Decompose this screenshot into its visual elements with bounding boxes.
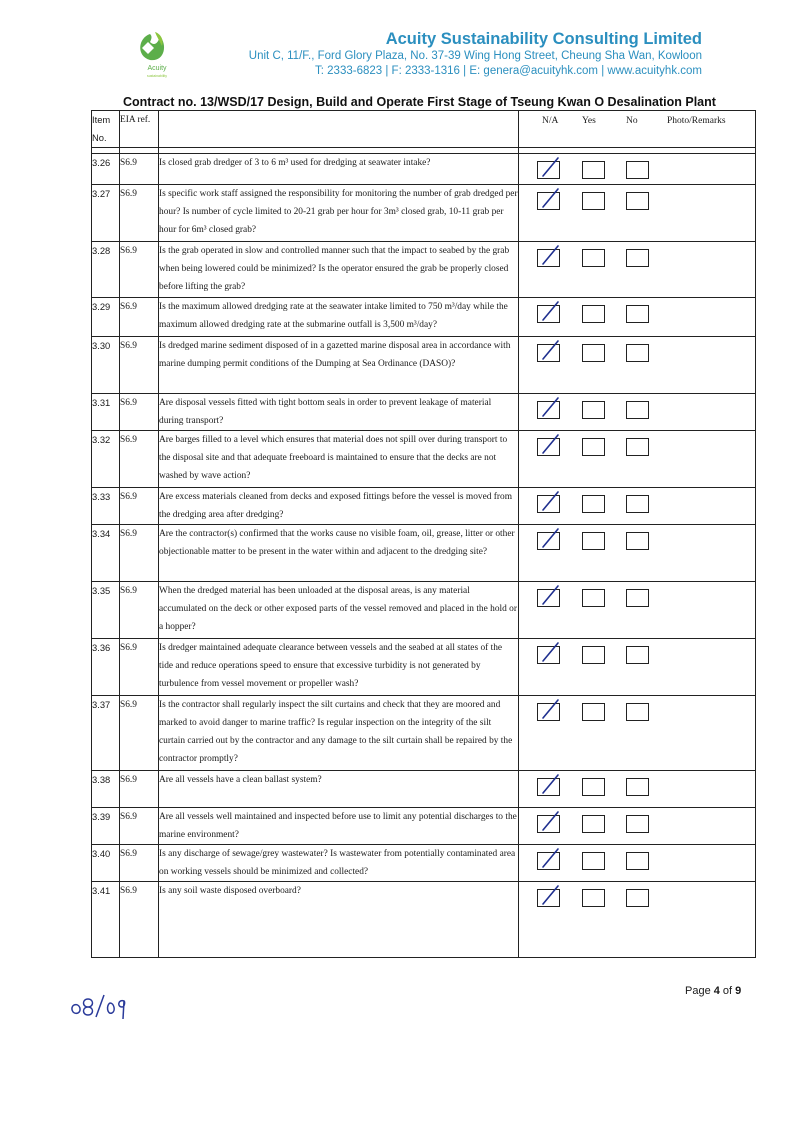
na-checkbox[interactable]	[537, 401, 560, 419]
checkmark-icon	[537, 243, 563, 269]
no-checkbox[interactable]	[626, 401, 649, 419]
item-number: 3.38	[92, 771, 120, 808]
yes-checkbox[interactable]	[582, 401, 605, 419]
question-text: Are all vessels well maintained and inspected before use to limit any potential discharges to the marine environment?	[159, 808, 519, 845]
no-checkbox[interactable]	[626, 161, 649, 179]
no-checkbox[interactable]	[626, 344, 649, 362]
answer-cell	[519, 431, 756, 488]
na-checkbox[interactable]	[537, 703, 560, 721]
no-checkbox[interactable]	[626, 889, 649, 907]
answer-cell	[519, 882, 756, 958]
yes-checkbox[interactable]	[582, 305, 605, 323]
checklist-table	[91, 110, 756, 958]
item-number: 3.41	[92, 882, 120, 958]
item-number: 3.40	[92, 845, 120, 882]
svg-text:Acuity: Acuity	[147, 65, 167, 72]
col-item-header: Item	[92, 114, 111, 125]
checkmark-icon	[537, 583, 563, 609]
table-row	[92, 185, 756, 242]
checkmark-icon	[537, 883, 563, 909]
yes-checkbox[interactable]	[582, 532, 605, 550]
question-text: Is the contractor shall regularly inspect the silt curtains and check that they are moored and marked to avoid danger to marine traffic? Is regular inspection on the integrity of the silt curtain carried out by the contractor and any damage to the silt curtain shall be repaired by the contractor promptly?	[159, 696, 519, 771]
item-number: 3.37	[92, 696, 120, 771]
yes-checkbox[interactable]	[582, 344, 605, 362]
answer-cell	[519, 808, 756, 845]
question-text: Is dredger maintained adequate clearance between vessels and the seabed at all states of the tide and reduce operations speed to ensure that excessive turbidity is not generated by turbulence from vessel movement or propeller wash?	[159, 639, 519, 696]
item-number: 3.32	[92, 431, 120, 488]
page-number: Page 4 of 9	[685, 985, 742, 997]
na-checkbox[interactable]	[537, 161, 560, 179]
na-checkbox[interactable]	[537, 532, 560, 550]
no-checkbox[interactable]	[626, 703, 649, 721]
na-checkbox[interactable]	[537, 344, 560, 362]
eia-ref: S6.9	[120, 845, 159, 882]
col-item-header-no: No.	[92, 132, 107, 143]
col-na-header: N/A	[542, 116, 559, 126]
eia-ref: S6.9	[120, 431, 159, 488]
table-row	[92, 771, 756, 808]
answer-cell	[519, 242, 756, 298]
eia-ref: S6.9	[120, 525, 159, 582]
na-checkbox[interactable]	[537, 305, 560, 323]
question-text: Are all vessels have a clean ballast system?	[159, 771, 519, 808]
checkmark-icon	[537, 186, 563, 212]
item-number: 3.34	[92, 525, 120, 582]
no-checkbox[interactable]	[626, 495, 649, 513]
answer-cell	[519, 639, 756, 696]
question-text: Is the grab operated in slow and controlled manner such that the impact to seabed by the grab when being lowered could be minimized? Is the operator ensured the grab be properly closed before lifting the grab?	[159, 242, 519, 298]
company-email: E: genera@acuityhk.com	[469, 65, 599, 77]
no-checkbox[interactable]	[626, 815, 649, 833]
checkmark-icon	[537, 697, 563, 723]
na-checkbox[interactable]	[537, 646, 560, 664]
checkmark-icon	[537, 432, 563, 458]
checkmark-icon	[537, 299, 563, 325]
col-yes-header: Yes	[582, 116, 596, 126]
na-checkbox[interactable]	[537, 852, 560, 870]
table-row	[92, 298, 756, 337]
yes-checkbox[interactable]	[582, 161, 605, 179]
eia-ref: S6.9	[120, 882, 159, 958]
no-checkbox[interactable]	[626, 438, 649, 456]
eia-ref: S6.9	[120, 298, 159, 337]
no-checkbox[interactable]	[626, 778, 649, 796]
yes-checkbox[interactable]	[582, 646, 605, 664]
company-contacts: T: 2333-6823 | F: 2333-1316 | E: genera@acuityhk.com | www.acuityhk.com	[315, 65, 702, 77]
no-checkbox[interactable]	[626, 589, 649, 607]
yes-checkbox[interactable]	[582, 495, 605, 513]
company-website: www.acuityhk.com	[607, 65, 702, 77]
answer-cell	[519, 582, 756, 639]
checkmark-icon	[537, 809, 563, 835]
eia-ref: S6.9	[120, 582, 159, 639]
answer-cell	[519, 337, 756, 394]
eia-ref: S6.9	[120, 394, 159, 431]
na-checkbox[interactable]	[537, 889, 560, 907]
eia-ref: S6.9	[120, 337, 159, 394]
col-remarks-header: Photo/Remarks	[667, 116, 726, 126]
yes-checkbox[interactable]	[582, 192, 605, 210]
eia-ref: S6.9	[120, 808, 159, 845]
na-checkbox[interactable]	[537, 438, 560, 456]
checkmark-icon	[537, 846, 563, 872]
na-checkbox[interactable]	[537, 589, 560, 607]
checkmark-icon	[537, 395, 563, 421]
table-row	[92, 845, 756, 882]
na-checkbox[interactable]	[537, 495, 560, 513]
no-checkbox[interactable]	[626, 532, 649, 550]
checkmark-icon	[537, 338, 563, 364]
table-row	[92, 582, 756, 639]
table-row	[92, 525, 756, 582]
eia-ref: S6.9	[120, 696, 159, 771]
svg-text:sustainability: sustainability	[146, 74, 168, 78]
yes-checkbox[interactable]	[582, 889, 605, 907]
checkmark-icon	[537, 772, 563, 798]
yes-checkbox[interactable]	[582, 249, 605, 267]
yes-checkbox[interactable]	[582, 778, 605, 796]
question-text: Is any discharge of sewage/grey wastewater? Is wastewater from potentially contaminated area on working vessels should be minimized and collected?	[159, 845, 519, 882]
table-row	[92, 488, 756, 525]
answer-cell	[519, 845, 756, 882]
checkmark-icon	[537, 640, 563, 666]
table-row	[92, 394, 756, 431]
answer-cell	[519, 154, 756, 185]
question-text: Is any soil waste disposed overboard?	[159, 882, 519, 958]
item-number: 3.31	[92, 394, 120, 431]
no-checkbox[interactable]	[626, 249, 649, 267]
question-text: Are barges filled to a level which ensures that material does not spill over during transport to the disposal site and that adequate freeboard is maintained to ensure that the decks are not washed by wave action?	[159, 431, 519, 488]
company-tel: T: 2333-6823	[315, 65, 383, 77]
yes-checkbox[interactable]	[582, 852, 605, 870]
table-row	[92, 882, 756, 958]
eia-ref: S6.9	[120, 154, 159, 185]
eia-ref: S6.9	[120, 488, 159, 525]
table-row	[92, 242, 756, 298]
answer-cell	[519, 298, 756, 337]
company-address: Unit C, 11/F., Ford Glory Plaza, No. 37-39 Wing Hong Street, Cheung Sha Wan, Kowloon	[248, 50, 702, 62]
col-no-header: No	[626, 116, 638, 126]
checkmark-icon	[537, 526, 563, 552]
no-checkbox[interactable]	[626, 646, 649, 664]
table-row	[92, 337, 756, 394]
question-text: Are excess materials cleaned from decks and exposed fittings before the vessel is moved from the dredging area after dredging?	[159, 488, 519, 525]
no-checkbox[interactable]	[626, 305, 649, 323]
item-number: 3.30	[92, 337, 120, 394]
eia-ref: S6.9	[120, 771, 159, 808]
table-row	[92, 431, 756, 488]
eia-ref: S6.9	[120, 639, 159, 696]
table-row	[92, 639, 756, 696]
na-checkbox[interactable]	[537, 778, 560, 796]
eia-ref: S6.9	[120, 242, 159, 298]
na-checkbox[interactable]	[537, 815, 560, 833]
answer-cell	[519, 394, 756, 431]
eia-ref: S6.9	[120, 185, 159, 242]
no-checkbox[interactable]	[626, 192, 649, 210]
yes-checkbox[interactable]	[582, 703, 605, 721]
question-text: Is dredged marine sediment disposed of in a gazetted marine disposal area in accordance with marine dumping permit conditions of the Dumping at Sea Ordinance (DASO)?	[159, 337, 519, 394]
yes-checkbox[interactable]	[582, 438, 605, 456]
table-row	[92, 808, 756, 845]
answer-cell	[519, 771, 756, 808]
yes-checkbox[interactable]	[582, 589, 605, 607]
question-text: Is specific work staff assigned the responsibility for monitoring the number of grab dredged per hour? Is number of cycle limited to 20-21 grab per hour for 3m³ closed grab, 10-11 grab per hour for 6m³ closed grab?	[159, 185, 519, 242]
company-fax: F: 2333-1316	[391, 65, 460, 77]
answer-cell	[519, 488, 756, 525]
answer-cell	[519, 525, 756, 582]
handwritten-note	[68, 985, 128, 1019]
company-name: Acuity Sustainability Consulting Limited	[385, 30, 702, 48]
item-number: 3.35	[92, 582, 120, 639]
table-row	[92, 154, 756, 185]
item-number: 3.39	[92, 808, 120, 845]
item-number: 3.28	[92, 242, 120, 298]
table-row	[92, 696, 756, 771]
item-number: 3.33	[92, 488, 120, 525]
no-checkbox[interactable]	[626, 852, 649, 870]
question-text: Are disposal vessels fitted with tight bottom seals in order to prevent leakage of material during transport?	[159, 394, 519, 431]
question-text: Is closed grab dredger of 3 to 6 m³ used for dredging at seawater intake?	[159, 154, 519, 185]
answer-cell	[519, 696, 756, 771]
question-text: When the dredged material has been unloaded at the disposal areas, is any material accumulated on the deck or other exposed parts of the vessel removed and placed in the hold or a hopper?	[159, 582, 519, 639]
question-text: Is the maximum allowed dredging rate at the seawater intake limited to 750 m³/day while the maximum allowed dredging rate at the submarine outfall is 3,500 m³/day?	[159, 298, 519, 337]
item-number: 3.29	[92, 298, 120, 337]
na-checkbox[interactable]	[537, 249, 560, 267]
table-header-row	[92, 111, 756, 148]
yes-checkbox[interactable]	[582, 815, 605, 833]
company-logo	[128, 28, 186, 80]
checkmark-icon	[537, 155, 563, 181]
item-number: 3.26	[92, 154, 120, 185]
item-number: 3.27	[92, 185, 120, 242]
contract-title: Contract no. 13/WSD/17 Design, Build and Operate First Stage of Tseung Kwan O Desalination Plant	[123, 95, 716, 109]
col-eia-header: EIA ref.	[120, 115, 151, 125]
checkmark-icon	[537, 489, 563, 515]
answer-cell	[519, 185, 756, 242]
item-number: 3.36	[92, 639, 120, 696]
na-checkbox[interactable]	[537, 192, 560, 210]
question-text: Are the contractor(s) confirmed that the works cause no visible foam, oil, grease, litter or other objectionable matter to be present in the water within and adjacent to the dredging site?	[159, 525, 519, 582]
